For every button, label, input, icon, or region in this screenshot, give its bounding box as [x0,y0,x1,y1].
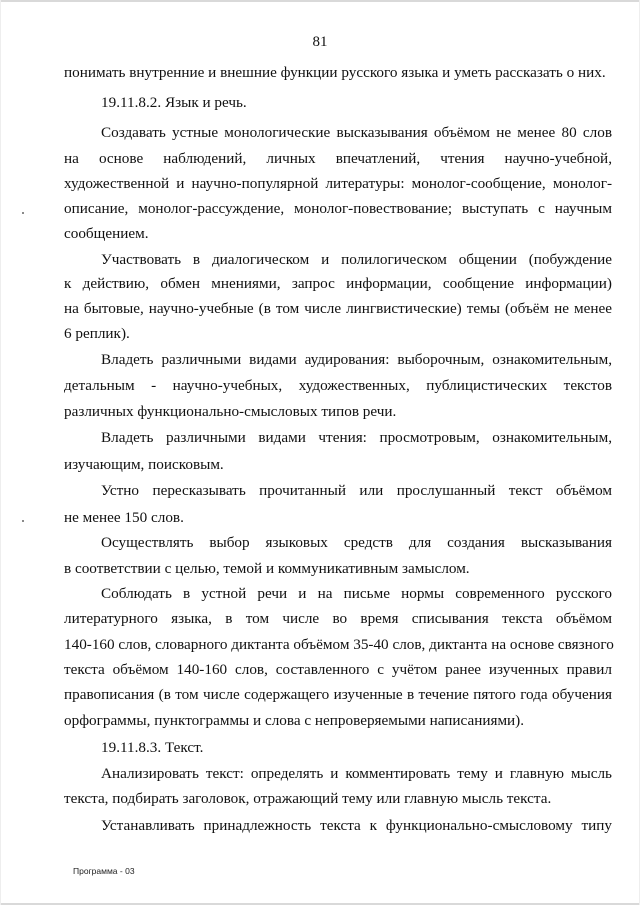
scan-speck [22,520,24,522]
paragraph-line: не менее 150 слов. [64,509,184,526]
paragraph-line: Устно пересказывать прочитанный или прослушанный текст объёмом [101,482,612,499]
paragraph-line: на основе наблюдений, личных впечатлений, чтения научно-учебной, [64,150,612,167]
paragraph-line: текста, подбирать заголовок, отражающий тему или главную мысль текста. [64,790,552,807]
paragraph-line: художественной и научно-популярной литературы: монолог-сообщение, монолог- [64,175,612,192]
page-top-edge [0,0,640,2]
paragraph-line: Устанавливать принадлежность текста к функционально-смысловому типу [101,817,612,834]
paragraph-line: сообщением. [64,225,149,242]
paragraph-line: литературного языка, в том числе во время списывания текста объёмом [64,610,612,627]
paragraph-line: описание, монолог-рассуждение, монолог-повествование; выступать с научным [64,200,612,217]
paragraph-line: Соблюдать в устной речи и на письме нормы современного русского [101,585,612,602]
paragraph-line: Создавать устные монологические высказывания объёмом не менее 80 слов [101,124,612,141]
paragraph-line: 140-160 слов, словарного диктанта объёмом 35-40 слов, диктанта на основе связного [64,636,614,653]
paragraph-line: Владеть различными видами чтения: просмотровым, ознакомительным, [101,429,612,446]
page-left-edge [0,0,1,905]
paragraph-line: текста объёмом 140-160 слов, составленного с учётом ранее изученных правил [64,661,612,678]
paragraph-line: различных функционально-смысловых типов речи. [64,403,397,420]
text-line: понимать внутренние и внешние функции русского языка и уметь рассказать о них. [64,64,606,81]
paragraph-line: Участвовать в диалогическом и полилогическом общении (побуждение [101,251,612,268]
paragraph-line: 6 реплик). [64,325,130,342]
paragraph-line: Анализировать текст: определять и комментировать тему и главную мысль [101,765,612,782]
paragraph-line: к действию, обмен мнениями, запрос информации, сообщение информации) [64,275,612,292]
paragraph-line: изучающим, поисковым. [64,456,224,473]
paragraph-line: Осуществлять выбор языковых средств для создания высказывания [101,534,612,551]
paragraph-line: детальным - научно-учебных, художественных, публицистических текстов [64,377,612,394]
paragraph-line: правописания (в том числе содержащего изученные в течение пятого года обучения [64,686,612,703]
footer-label: Программа - 03 [73,866,135,876]
paragraph-line: Владеть различными видами аудирования: выборочным, ознакомительным, [101,351,612,368]
paragraph-line: в соответствии с целью, темой и коммуникативным замыслом. [64,560,470,577]
scan-speck [22,212,24,214]
paragraph-line: орфограммы, пунктограммы и слова с непроверяемыми написаниями). [64,712,525,729]
paragraph-line: на бытовые, научно-учебные (в том числе лингвистические) темы (объём не менее [64,300,612,317]
section-heading: 19.11.8.3. Текст. [101,739,204,756]
page-number: 81 [312,34,328,50]
section-heading: 19.11.8.2. Язык и речь. [101,94,247,111]
